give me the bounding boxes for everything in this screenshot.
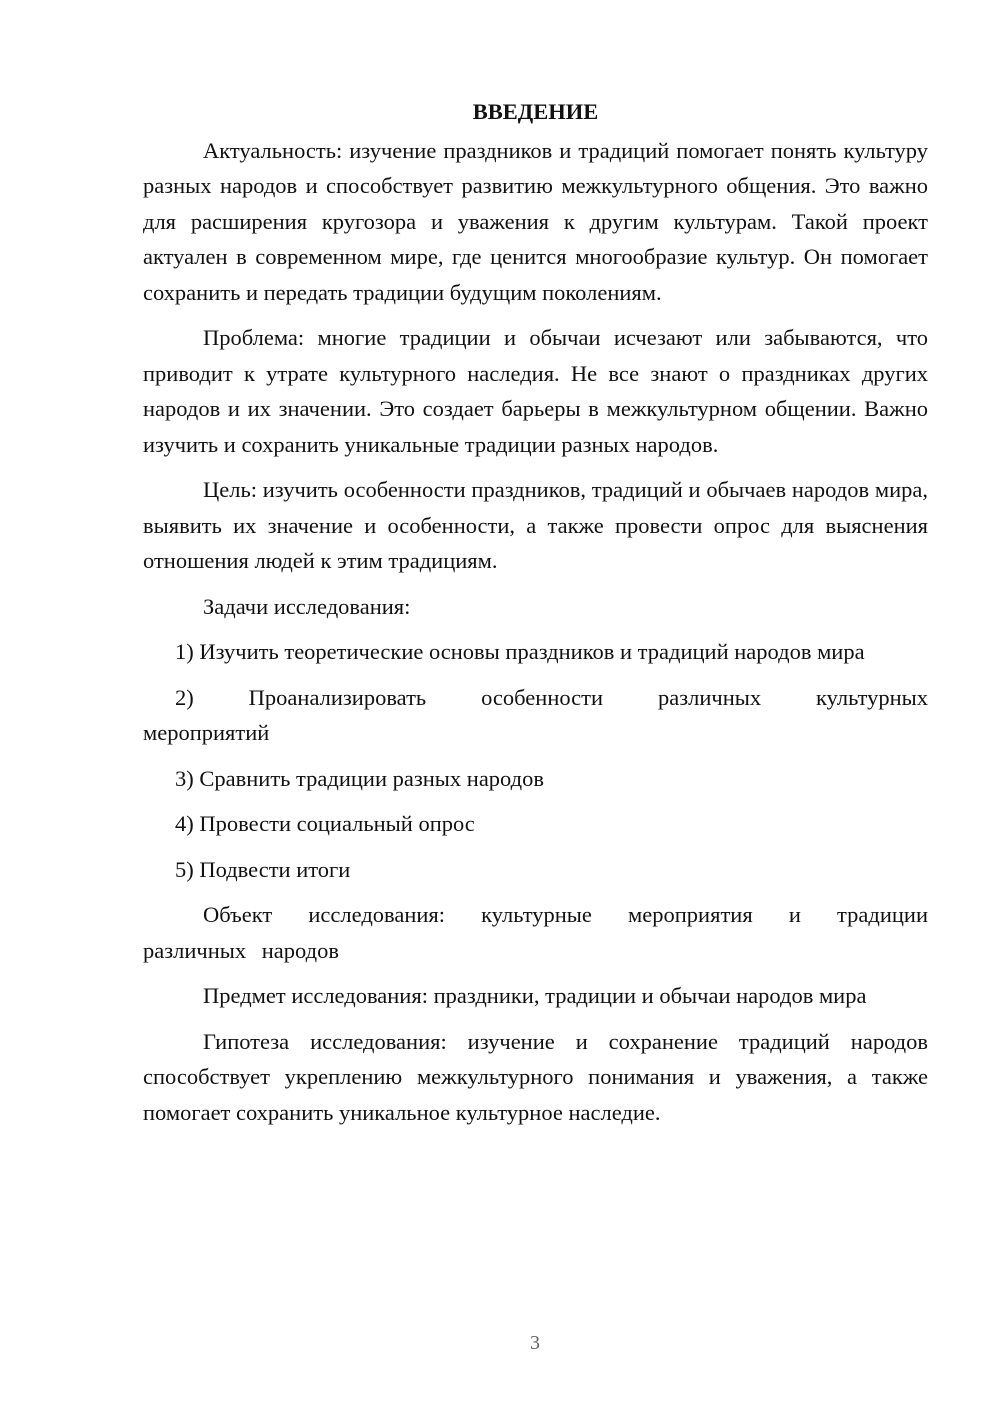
- goal-paragraph: Цель: изучить особенности праздников, традиций и обычаев народов мира, выявить их значение и особенности, а также провести опрос для выяснения отношения людей к этим традициям.: [143, 477, 928, 573]
- page-content: [143, 94, 928, 1140]
- page-number: 3: [530, 1332, 540, 1354]
- section-heading: ВВЕДЕНИЕ: [472, 99, 599, 124]
- hypothesis-paragraph: Гипотеза исследования: изучение и сохранение традиций народов способствует укреплению межкультурного понимания и уважения, а также помогает сохранить уникальное культурное наследие.: [143, 1028, 928, 1125]
- relevance-paragraph: Актуальность: изучение праздников и традиций помогает понять культуру разных народов и способствует развитию межкультурного общения. Это важно для расширения кругозора и уважения к другим культурам. Такой проект актуален в современном мире, где ценится многообразие культур. Он помогает сохранить и передать традиции будущим поколениям.: [143, 137, 928, 305]
- object-paragraph: Объект исследования: культурные мероприятия и традиции различных народов: [143, 902, 928, 963]
- subject-paragraph: Предмет исследования: праздники, традиции и обычаи народов мира: [203, 983, 867, 1008]
- tasks-heading: Задачи исследования:: [203, 593, 411, 619]
- task-item-3: 3) Сравнить традиции разных народов: [175, 765, 544, 791]
- problem-paragraph: Проблема: многие традиции и обычаи исчезают или забываются, что приводит к утрате культурного наследия. Не все знают о праздниках других народов и их значении. Это создает барьеры в межкультурном общении. Важно изучить и сохранить уникальные традиции разных народов.: [143, 325, 928, 457]
- task-item-5: 5) Подвести итоги: [175, 856, 351, 882]
- task-item-2: 2) Проанализировать особенности различных культурных мероприятий: [143, 684, 928, 745]
- task-item-1: 1) Изучить теоретические основы праздников и традиций народов мира: [175, 639, 865, 664]
- task-item-4: 4) Провести социальный опрос: [175, 811, 475, 836]
